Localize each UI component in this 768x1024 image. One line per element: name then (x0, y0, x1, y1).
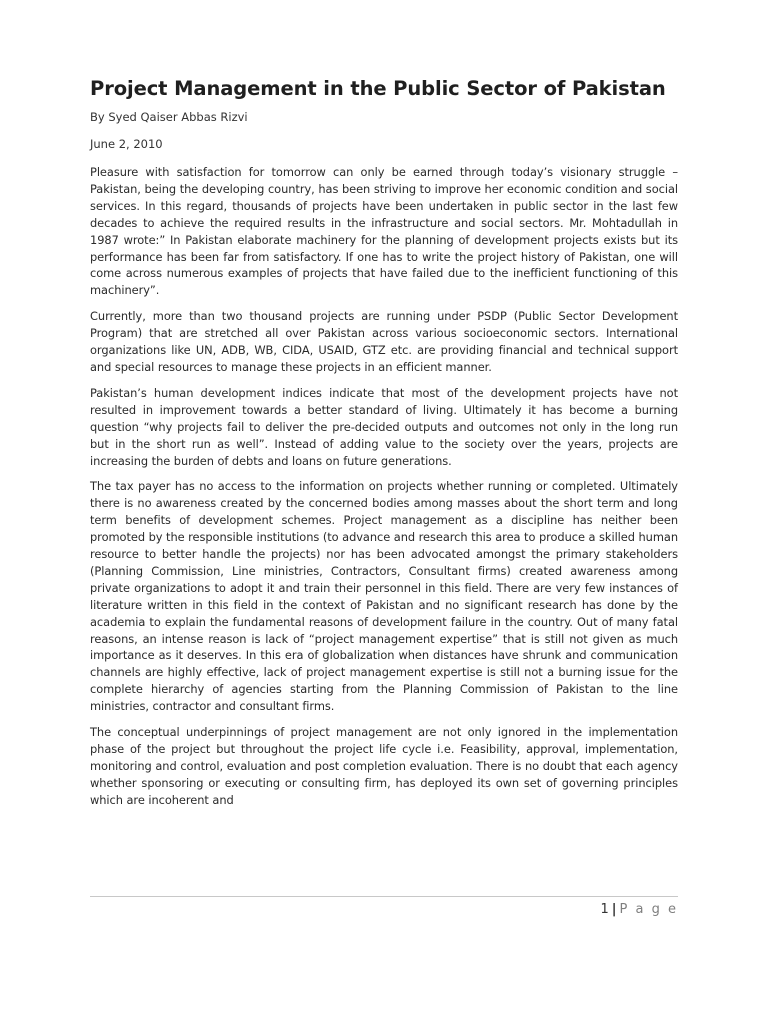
paragraph-3: Pakistan’s human development indices indicate that most of the development projects have not resulted in improvement towards a better standard of living. Ultimately it has become a burning question “why projects fail to deliver the pre-decided outputs and outcomes not only in the long run but in the short run as well”. Instead of adding value to the society over the years, projects are increasing the burden of debts and loans on future generations. (90, 385, 678, 468)
footer-separator: | (611, 902, 617, 917)
publication-date: June 2, 2010 (90, 137, 163, 151)
paragraph-5: The conceptual underpinnings of project management are not only ignored in the implementation phase of the project but throughout the project life cycle i.e. Feasibility, approval, implementation, monitoring and control, evaluation and post completion evaluation. There is no doubt that each agency whether sponsoring or executing or consulting firm, has deployed its own set of governing principles which are incoherent and (90, 725, 678, 807)
document-page (90, 76, 678, 818)
page-label: P a g e (619, 902, 678, 917)
paragraph-4: The tax payer has no access to the information on projects whether running or completed. Ultimately there is no awareness created by the concerned bodies among masses about the short term and long term benefits of development schemes. Project management as a discipline has neither been promoted by the responsible institutions (to advance and research this area to produce a skilled human resource to better handle the projects) nor has been advocated amongst the primary stakeholders (Planning Commission, Line ministries, Contractors, Consultant firms) created awareness among private organizations to adopt it and train their personnel in this field. There are very few instances of literature written in this field in the context of Pakistan and no significant research has done by the academia to explain the fundamental reasons of development failure in the country. Out of many fatal reasons, an intense reason is lack of “project management expertise” that is still not given as much importance as it deserves. In this era of globalization when distances have shrunk and communication channels are highly effective, lack of project management expertise is still not a burning issue for the complete hierarchy of agencies starting from the Planning Commission of Pakistan to the line ministries, contractor and consultant firms. (90, 479, 678, 714)
author-byline: By Syed Qaiser Abbas Rizvi (90, 110, 248, 124)
document-title: Project Management in the Public Sector of Pakistan (90, 77, 666, 100)
page-number: 1 (600, 902, 609, 917)
paragraph-1: Pleasure with satisfaction for tomorrow can only be earned through today’s visionary struggle – Pakistan, being the developing country, has been striving to improve her economic condition and social services. In this regard, thousands of projects have been undertaken in public sector in the last few decades to achieve the required results in the infrastructure and social sectors. Mr. Mohtadullah in 1987 wrote:” In Pakistan elaborate machinery for the planning of development projects exists but its performance has been far from satisfactory. If one has to write the project history of Pakistan, one will come across numerous examples of projects that have failed due to the inefficient functioning of this machinery”. (90, 165, 678, 298)
paragraph-2: Currently, more than two thousand projects are running under PSDP (Public Sector Development Program) that are stretched all over Pakistan across various socioeconomic sectors. International organizations like UN, ADB, WB, CIDA, USAID, GTZ etc. are providing financial and technical support and special resources to manage these projects in an efficient manner. (90, 309, 678, 374)
page-footer (90, 896, 678, 919)
